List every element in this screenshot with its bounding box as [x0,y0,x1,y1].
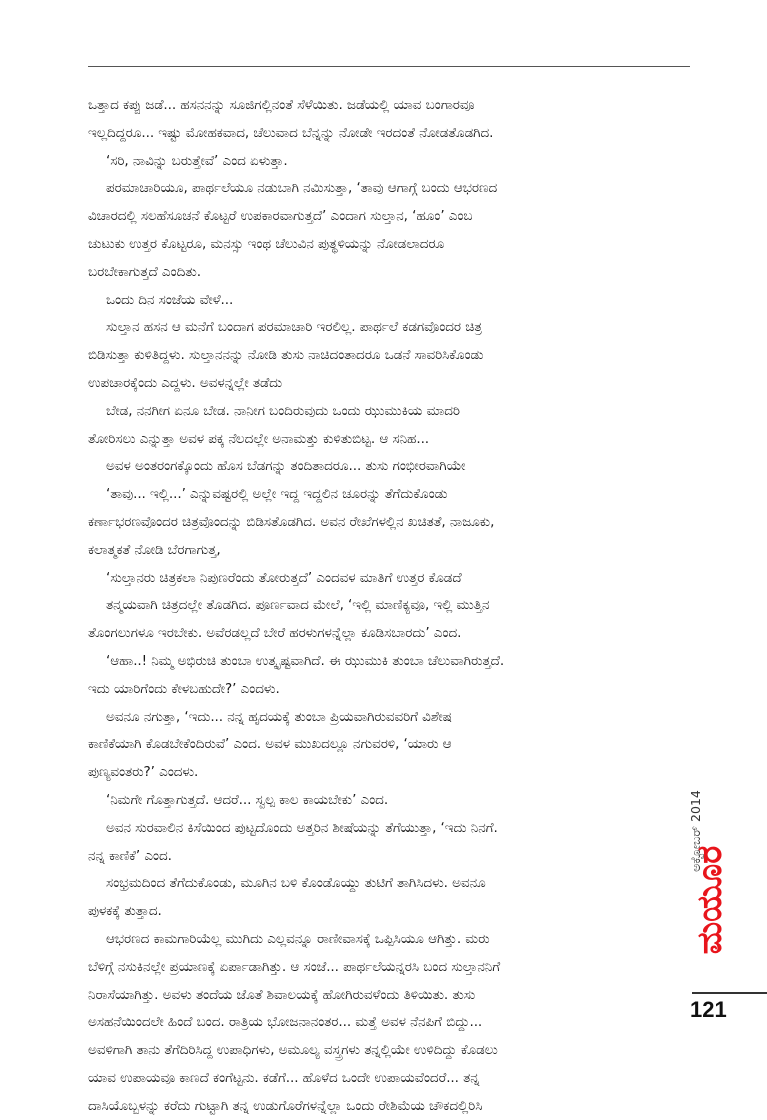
text-line: ನಿರಾಸೆಯಾಗಿತ್ತು. ಅವಳು ತಂದೆಯ ಜೊತೆ ಶಿವಾಲಯಕ್ಕೆ ಹೋಗಿರುವಳೆಂದು ತಿಳಿಯಿತು. ತುಸು [88,986,476,1003]
text-line: ಇಲ್ಲದಿದ್ದರೂ... ಇಷ್ಟು ಮೋಹಕವಾದ, ಚೆಲುವಾದ ಬೆನ್ನನ್ನು ನೋಡೇ ಇರದಂತೆ ನೋಡತೊಡಗಿದ. [88,124,494,141]
article-body [88,92,668,1120]
text-line: ‘ಸುಲ್ತಾನರು ಚಿತ್ರಕಲಾ ನಿಪುಣರೆಂದು ತೋರುತ್ತದೆ’ ಎಂದವಳ ಮಾತಿಗೆ ಉತ್ತರ ಕೊಡದೆ [106,569,462,586]
issue-label: ಅಕ್ಟೋಬರ್ 2014 [688,790,703,872]
issue-date [676,775,716,887]
text-line: ಉಪಚಾರಕ್ಕೆಂದು ಎದ್ದಳು. ಅವಳನ್ನಲ್ಲೇ ತಡೆದು [88,374,283,391]
text-line: ಬಿಡಿಸುತ್ತಾ ಕುಳಿತಿದ್ದಳು. ಸುಲ್ತಾನನನ್ನು ನೋಡಿ ತುಸು ನಾಚಿದಂತಾದರೂ ಒಡನೆ ಸಾವರಿಸಿಕೊಂಡು [88,347,484,364]
text-line: ಸಂಭ್ರಮದಿಂದ ತೆಗೆದುಕೊಂಡು, ಮೂಗಿನ ಬಳಿ ಕೊಂಡೊಯ್ದು ತುಟಿಗೆ ತಾಗಿಸಿದಳು. ಅವನೂ [106,875,486,892]
text-line: ಬೆಳಿಗ್ಗೆ ನಸುಕಿನಲ್ಲೇ ಪ್ರಯಾಣಕ್ಕೆ ಏರ್ಪಾಡಾಗಿತ್ತು. ಆ ಸಂಜೆ... ಪಾರ್ಥಲೆಯನ್ನರಸಿ ಬಂದ ಸುಲ್ತಾನನಿಗೆ [88,958,501,975]
text-line: ತನ್ಮಯವಾಗಿ ಚಿತ್ರದಲ್ಲೇ ತೊಡಗಿದ. ಪೂರ್ಣವಾದ ಮೇಲೆ, ‘ಇಲ್ಲಿ ಮಾಣಿಕ್ಯವೂ, ಇಲ್ಲಿ ಮುತ್ತಿನ [106,597,490,614]
text-line: ಬೇಡ, ನನಗೀಗ ಏನೂ ಬೇಡ. ನಾನೀಗ ಬಂದಿರುವುದು ಒಂದು ಝುಮುಕಿಯ ಮಾದರಿ [106,402,460,419]
text-line: ತೋರಿಸಲು ಎನ್ನುತ್ತಾ ಅವಳ ಪಕ್ಕ ನೆಲದಲ್ಲೇ ಅನಾಮತ್ತು ಕುಳಿತುಬಿಟ್ಟ. ಆ ಸನಿಹ... [88,430,430,447]
text-line: ಆಭರಣದ ಕಾಮಗಾರಿಯೆಲ್ಲ ಮುಗಿದು ಎಲ್ಲವನ್ನೂ ರಾಣೀವಾಸಕ್ಕೆ ಒಪ್ಪಿಸಿಯೂ ಆಗಿತ್ತು. ಮರು [106,930,490,947]
text-line: ಸುಲ್ತಾನ ಹಸನ ಆ ಮನೆಗೆ ಬಂದಾಗ ಪರಮಾಚಾರಿ ಇರಲಿಲ್ಲ. ಪಾರ್ಥಲೆ ಕಡಗವೊಂದರ ಚಿತ್ರ [106,319,482,336]
text-line: ‘ಸರಿ, ನಾವಿನ್ನು ಬರುತ್ತೇವೆ’ ಎಂದ ಏಳುತ್ತಾ. [106,152,288,169]
text-line: ಅವನ ಸುರವಾಲಿನ ಕಿಸೆಯಿಂದ ಪುಟ್ಟದೊಂದು ಅತ್ತರಿನ ಶೀಷೆಯನ್ನು ತೆಗೆಯುತ್ತಾ, ‘ಇದು ನಿನಗೆ. [106,819,498,836]
text-line: ತೊಂಗಲುಗಳೂ ಇರಬೇಕು. ಅವೆರಡಲ್ಲದೆ ಬೇರೆ ಹರಳುಗಳನ್ನೆಲ್ಲಾ ಕೂಡಿಸಬಾರದು’ ಎಂದ. [88,625,462,642]
text-line: ಚುಟುಕು ಉತ್ತರ ಕೊಟ್ಟರೂ, ಮನಸ್ಸು ಇಂಥ ಚೆಲುವಿನ ಪುತ್ಥಳಿಯನ್ನು ನೋಡಲಾದರೂ [88,235,445,252]
text-line: ‘ತಾವು... ಇಲ್ಲಿ...’ ಎನ್ನುವಷ್ಟರಲ್ಲಿ ಅಲ್ಲೇ ಇದ್ದ ಇದ್ದಲಿನ ಚೂರನ್ನು ತೆಗೆದುಕೊಂಡು [106,486,448,503]
text-line: ಪುಳಕಕ್ಕೆ ತುತ್ತಾದ. [88,903,162,920]
text-line: ‘ಆಹಾ..! ನಿಮ್ಮ ಅಭಿರುಚಿ ತುಂಬಾ ಉತ್ಕೃಷ್ಟವಾಗಿದೆ. ಈ ಝುಮುಕಿ ತುಂಬಾ ಚೆಲುವಾಗಿರುತ್ತದೆ. [106,652,505,669]
page-number: 121 [690,997,727,1022]
text-line: ಬರಬೇಕಾಗುತ್ತದೆ ಎಂದಿತು. [88,263,201,280]
page-number-rule [692,992,767,994]
text-line: ಅಸಹನೆಯಿಂದಲೇ ಹಿಂದೆ ಬಂದ. ರಾತ್ರಿಯ ಭೋಜನಾನಂತರ... ಮತ್ತೆ ಅವಳ ನೆನಪಿಗೆ ಬಿದ್ದು... [88,1014,483,1031]
text-line: ವಿಚಾರದಲ್ಲಿ ಸಲಹೆಸೂಚನೆ ಕೊಟ್ಟರೆ ಉಪಕಾರವಾಗುತ್ತದೆ’ ಎಂದಾಗ ಸುಲ್ತಾನ, ‘ಹೂಂ’ ಎಂಬ [88,208,473,225]
text-line: ‘ನಿಮಗೇ ಗೊತ್ತಾಗುತ್ತದೆ. ಆದರೆ... ಸ್ವಲ್ಪ ಕಾಲ ಕಾಯಬೇಕು’ ಎಂದ. [106,791,389,808]
text-line: ನನ್ನ ಕಾಣಿಕೆ’ ಎಂದ. [88,847,172,864]
magazine-name: ಮಯೂರ [690,845,730,955]
text-line: ಒಂದು ದಿನ ಸಂಜೆಯ ವೇಳೆ... [106,291,234,308]
text-line: ಪರಮಾಚಾರಿಯೂ, ಪಾರ್ಥಲೆಯೂ ನಡುಬಾಗಿ ನಮಿಸುತ್ತಾ, ‘ತಾವು ಆಗಾಗ್ಗೆ ಬಂದು ಆಭರಣದ [106,180,498,197]
text-line: ಯಾವ ಉಪಾಯವೂ ಕಾಣದೆ ಕಂಗೆಟ್ಟನು. ಕಡೆಗೆ... ಹೊಳೆದ ಒಂದೇ ಉಪಾಯವೆಂದರೆ... ತನ್ನ [88,1069,480,1086]
text-line: ಕರ್ಣಾಭರಣವೊಂದರ ಚಿತ್ರವೊಂದನ್ನು ಬಿಡಿಸತೊಡಗಿದ. ಅವನ ರೇಖೆಗಳಲ್ಲಿನ ಖಚಿತತೆ, ನಾಜೂಕು, [88,513,495,530]
text-line: ಒತ್ತಾದ ಕಪ್ಪು ಜಡೆ... ಹಸನನನ್ನು ಸೂಜಿಗಲ್ಲಿನಂತೆ ಸೆಳೆಯಿತು. ಜಡೆಯಲ್ಲಿ ಯಾವ ಬಂಗಾರವೂ [88,97,475,113]
text-line: ಕಲಾತ್ಮಕತೆ ನೋಡಿ ಬೆರಗಾಗುತ್ತ, [88,541,221,558]
text-line: ಪುಣ್ಯವಂತರು?’ ಎಂದಳು. [88,764,199,781]
text-line: ಕಾಣಿಕೆಯಾಗಿ ಕೊಡಬೇಕೆಂದಿರುವೆ’ ಎಂದ. ಅವಳ ಮುಖದಲ್ಲೂ ನಗುವರಳಿ, ‘ಯಾರು ಆ [88,736,452,753]
text-line: ಅವನೂ ನಗುತ್ತಾ, ‘ಇದು... ನನ್ನ ಹೃದಯಕ್ಕೆ ತುಂಬಾ ಪ್ರಿಯವಾಗಿರುವವರಿಗೆ ವಿಶೇಷ [106,708,452,725]
text-line: ಅವಳ ಅಂತರಂಗಕ್ಕೊಂದು ಹೊಸ ಬೆಡಗನ್ನು ತಂದಿತಾದರೂ... ತುಸು ಗಂಭೀರವಾಗಿಯೇ [106,458,466,475]
header-rule [88,66,690,67]
text-line: ದಾಸಿಯೊಬ್ಬಳನ್ನು ಕರೆದು ಗುಟ್ಟಾಗಿ ತನ್ನ ಉಡುಗೊರೆಗಳನ್ನೆಲ್ಲಾ ಒಂದು ರೇಶಿಮೆಯ ಚೌಕದಲ್ಲಿರಿಸಿ [88,1097,483,1114]
text-line: ಅವಳಿಗಾಗಿ ತಾನು ತೆಗೆದಿರಿಸಿದ್ದ ಉಪಾಧಿಗಳು, ಅಮೂಲ್ಯ ವಸ್ತ್ರಗಳು ತನ್ನಲ್ಲಿಯೇ ಉಳಿದಿದ್ದು ಕೊಡಲು [88,1042,498,1059]
text-line: ಇದು ಯಾರಿಗೆಂದು ಕೇಳಬಹುದೇ?’ ಎಂದಳು. [88,680,280,697]
